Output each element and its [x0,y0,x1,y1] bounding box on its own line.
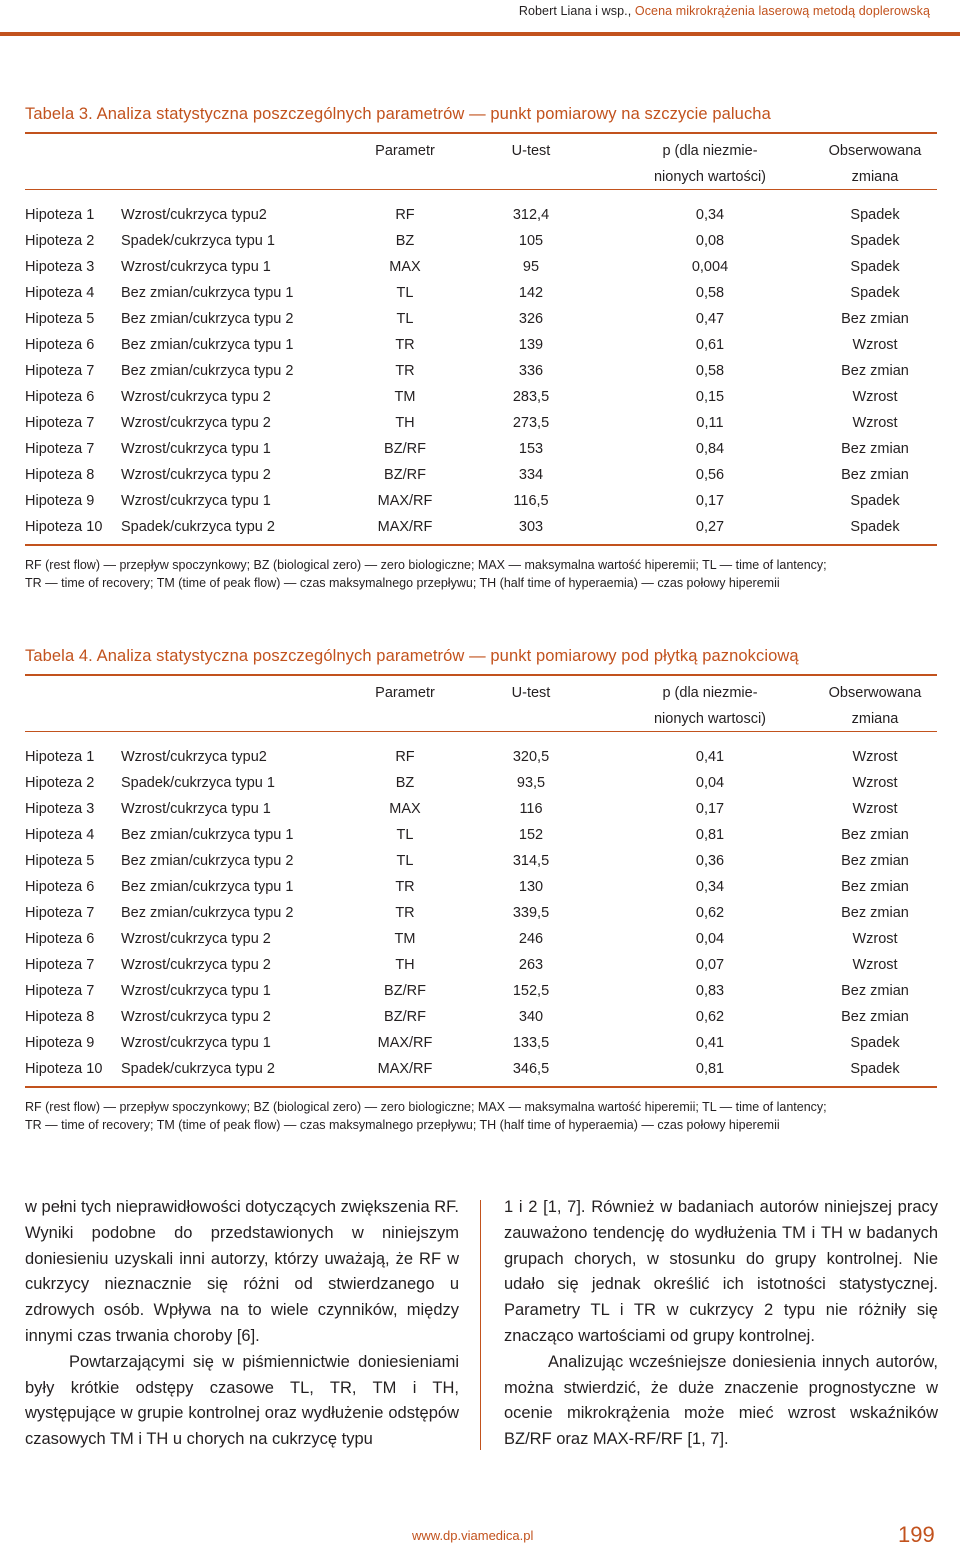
table-row [25,1004,937,1030]
cell-p-value: 0,11 [696,415,724,431]
cell-observed-change: Spadek [850,1035,900,1051]
cell-hypothesis: Hipoteza 2 [25,775,95,791]
cell-u-test: 336 [518,363,544,379]
cell-hypothesis: Hipoteza 6 [25,879,95,895]
cell-hypothesis: Hipoteza 4 [25,827,95,843]
table-4-footnote-line2: TR — time of recovery; TM (time of peak flow) — czas maksymalnego przepływu; TH (half time of hyperaemia) — czas połowy hiperemii [25,1118,780,1132]
cell-observed-change: Spadek [850,493,900,509]
cell-description: Spadek/cukrzyca typu 1 [121,775,275,791]
table-row [25,1056,937,1082]
cell-parameter: TM [394,389,416,405]
cell-p-value: 0,15 [695,389,725,405]
cell-p-value: 0,81 [695,1061,725,1077]
cell-p-value: 0,61 [695,337,725,353]
cell-observed-change: Wzrost [852,415,898,431]
cell-p-value: 0,34 [695,879,725,895]
cell-observed-change: Bez zmian [841,879,909,895]
cell-u-test: 93,5 [516,775,546,791]
table-row [25,900,937,926]
cell-parameter: TL [396,827,414,843]
table-4-column-headers [25,676,937,728]
cell-u-test: 142 [518,285,544,301]
table-row [25,796,937,822]
cell-hypothesis: Hipoteza 7 [25,983,95,999]
cell-description: Spadek/cukrzyca typu 2 [121,519,275,535]
cell-hypothesis: Hipoteza 1 [25,749,95,765]
table-4-header-p [635,680,785,732]
cell-observed-change: Bez zmian [841,441,909,457]
cell-observed-change: Bez zmian [841,311,909,327]
cell-u-test: 334 [518,467,544,483]
cell-observed-change: Bez zmian [841,983,909,999]
table-row [25,306,937,332]
cell-description: Wzrost/cukrzyca typu 2 [121,415,271,431]
cell-u-test: 95 [522,259,540,275]
cell-p-value: 0,84 [695,441,725,457]
table-3-header-p-line1: p (dla niezmie- [662,143,758,159]
cell-p-value: 0,004 [691,259,729,275]
footer-url[interactable]: www.dp.viamedica.pl [412,1528,534,1543]
table-4-header-p-line1: p (dla niezmie- [662,685,758,701]
table-4-caption [25,644,937,668]
cell-p-value: 0,36 [695,853,725,869]
table-3-footnote-line2: TR — time of recovery; TM (time of peak flow) — czas maksymalnego przepływu; TH (half time of hyperaemia) — czas połowy hiperemii [25,576,780,590]
cell-p-value: 0,41 [695,749,725,765]
header-rule [0,32,960,36]
cell-u-test: 116 [519,801,543,817]
cell-observed-change: Wzrost [852,931,898,947]
cell-description: Wzrost/cukrzyca typu 1 [121,441,271,457]
table-3-header-p [635,138,785,190]
cell-hypothesis: Hipoteza 5 [25,311,95,327]
page-number: 199 [898,1522,935,1547]
cell-hypothesis: Hipoteza 8 [25,1009,95,1025]
cell-hypothesis: Hipoteza 9 [25,493,95,509]
cell-parameter: BZ/RF [384,441,426,457]
table-row [25,228,937,254]
cell-hypothesis: Hipoteza 7 [25,363,95,379]
table-3-header-rule [25,189,937,190]
cell-u-test: 283,5 [512,389,550,405]
table-4-footnote-line1: RF (rest flow) — przepływ spoczynkowy; BZ (biological zero) — zero biologiczne; MAX — maksymalna wartość hiperemii; TL — time of lantency; [25,1100,827,1114]
cell-observed-change: Wzrost [852,957,898,973]
cell-description: Wzrost/cukrzyca typu 1 [121,801,271,817]
table-3-footnote-line1: RF (rest flow) — przepływ spoczynkowy; BZ (biological zero) — zero biologiczne; MAX — maksymalna wartość hiperemii; TL — time of lantency; [25,558,827,572]
cell-observed-change: Bez zmian [841,853,909,869]
cell-p-value: 0,56 [695,467,725,483]
table-3-body [25,202,937,540]
cell-description: Wzrost/cukrzyca typu 1 [121,259,271,275]
cell-parameter: MAX [389,259,421,275]
cell-u-test: 139 [518,337,544,353]
cell-observed-change: Wzrost [852,775,898,791]
table-row [25,202,937,228]
cell-u-test: 105 [518,233,544,249]
table-row [25,332,937,358]
cell-hypothesis: Hipoteza 3 [25,259,95,275]
table-4-header-obs-line2: zmiana [851,711,899,727]
cell-parameter: RF [395,207,415,223]
running-header-title: Ocena mikrokrążenia laserową metodą doplerowską [634,4,930,18]
table-4-label: Tabela 4. [25,647,93,665]
cell-parameter: MAX/RF [377,519,433,535]
cell-description: Spadek/cukrzyca typu 1 [121,233,275,249]
cell-p-value: 0,41 [695,1035,725,1051]
cell-observed-change: Spadek [850,207,900,223]
cell-u-test: 116,5 [513,493,549,509]
cell-observed-change: Spadek [850,259,900,275]
cell-observed-change: Wzrost [852,337,898,353]
cell-description: Bez zmian/cukrzyca typu 1 [121,285,294,301]
cell-p-value: 0,62 [695,905,725,921]
cell-u-test: 320,5 [512,749,550,765]
body-left-paragraph-2: Powtarzającymi się w piśmiennictwie doniesieniami były krótkie odstępy czasowe TL, TR, TM i TH, występujące w grupie kontrolnej oraz wydłużenie odstępów czasowych TM i TH u chorych na cukrzycę typu [25,1352,459,1449]
cell-description: Wzrost/cukrzyca typu 2 [121,467,271,483]
table-row [25,926,937,952]
table-3-header-obs-line2: zmiana [851,169,899,185]
cell-hypothesis: Hipoteza 1 [25,207,95,223]
table-row [25,822,937,848]
cell-p-value: 0,17 [695,801,725,817]
cell-observed-change: Bez zmian [841,363,909,379]
body-right-paragraph-2: Analizując wcześniejsze doniesienia innych autorów, można stwierdzić, że duże znaczenie prognostyczne w ocenie mikrokrążenia może mieć wzrost wskaźników BZ/RF oraz MAX-RF/RF [1, 7]. [504,1352,938,1449]
table-4-header-utest: U-test [511,685,551,701]
cell-parameter: TR [395,337,415,353]
cell-p-value: 0,47 [695,311,725,327]
table-3-header-obs-line1: Obserwowana [828,143,922,159]
cell-u-test: 346,5 [512,1061,550,1077]
cell-observed-change: Bez zmian [841,905,909,921]
cell-observed-change: Bez zmian [841,827,909,843]
cell-parameter: TR [395,879,415,895]
cell-parameter: TR [395,905,415,921]
table-3-footnote [25,556,937,592]
cell-description: Bez zmian/cukrzyca typu 2 [121,853,294,869]
cell-hypothesis: Hipoteza 6 [25,389,95,405]
cell-description: Bez zmian/cukrzyca typu 1 [121,879,294,895]
cell-hypothesis: Hipoteza 7 [25,905,95,921]
cell-description: Spadek/cukrzyca typu 2 [121,1061,275,1077]
table-4-header-rule [25,731,937,732]
table-4-header-p-line2: nionych wartosci) [653,711,766,727]
table-3-column-headers [25,134,937,186]
cell-u-test: 312,4 [512,207,550,223]
table-row [25,254,937,280]
cell-p-value: 0,58 [695,285,725,301]
cell-parameter: TH [395,415,415,431]
cell-description: Wzrost/cukrzyca typu 2 [121,957,271,973]
cell-u-test: 314,5 [512,853,550,869]
cell-u-test: 326 [518,311,544,327]
table-row [25,744,937,770]
cell-parameter: BZ [395,233,415,249]
cell-description: Bez zmian/cukrzyca typu 2 [121,311,294,327]
cell-observed-change: Spadek [850,1061,900,1077]
table-row [25,514,937,540]
cell-parameter: MAX/RF [377,493,433,509]
table-3-header-param: Parametr [375,143,435,159]
cell-hypothesis: Hipoteza 9 [25,1035,95,1051]
cell-parameter: TL [396,853,414,869]
table-4 [25,644,937,1134]
table-4-bottom-rule [25,1086,937,1088]
cell-parameter: BZ [395,775,415,791]
cell-hypothesis: Hipoteza 2 [25,233,95,249]
cell-u-test: 340 [518,1009,544,1025]
cell-parameter: BZ/RF [384,983,426,999]
table-3-header-utest: U-test [511,143,551,159]
table-4-footnote [25,1098,937,1134]
table-3-title: Analiza statystyczna poszczególnych parametrów — punkt pomiarowy na szczycie palucha [96,105,771,123]
body-column-right [504,1195,938,1453]
cell-p-value: 0,62 [695,1009,725,1025]
cell-parameter: TL [396,311,414,327]
table-row [25,358,937,384]
table-4-header-param: Parametr [375,685,435,701]
cell-description: Wzrost/cukrzyca typu 2 [121,389,271,405]
cell-hypothesis: Hipoteza 3 [25,801,95,817]
cell-p-value: 0,34 [695,207,725,223]
cell-parameter: TH [395,957,415,973]
cell-description: Bez zmian/cukrzyca typu 2 [121,363,294,379]
cell-description: Bez zmian/cukrzyca typu 1 [121,827,294,843]
cell-hypothesis: Hipoteza 7 [25,441,95,457]
cell-description: Wzrost/cukrzyca typu2 [121,749,267,765]
table-4-body [25,744,937,1082]
cell-parameter: TL [396,285,414,301]
table-3-header-obs [805,138,945,190]
table-row [25,874,937,900]
cell-u-test: 339,5 [512,905,550,921]
table-4-header-obs-line1: Obserwowana [828,685,922,701]
cell-hypothesis: Hipoteza 6 [25,337,95,353]
cell-hypothesis: Hipoteza 7 [25,415,95,431]
table-row [25,280,937,306]
table-3-label: Tabela 3. [25,105,93,123]
cell-observed-change: Wzrost [852,389,898,405]
cell-p-value: 0,04 [695,931,725,947]
cell-p-value: 0,07 [695,957,725,973]
cell-observed-change: Wzrost [852,801,898,817]
table-4-title: Analiza statystyczna poszczególnych parametrów — punkt pomiarowy pod płytką paznokciową [96,647,799,665]
table-row [25,770,937,796]
table-3-bottom-rule [25,544,937,546]
column-divider [480,1200,481,1450]
cell-u-test: 246 [518,931,544,947]
cell-description: Wzrost/cukrzyca typu 2 [121,931,271,947]
table-row [25,952,937,978]
cell-observed-change: Spadek [850,285,900,301]
cell-p-value: 0,17 [695,493,725,509]
table-row [25,1030,937,1056]
cell-parameter: BZ/RF [384,1009,426,1025]
cell-description: Wzrost/cukrzyca typu 1 [121,983,271,999]
cell-description: Wzrost/cukrzyca typu 1 [121,493,271,509]
cell-p-value: 0,58 [695,363,725,379]
cell-hypothesis: Hipoteza 10 [25,519,103,535]
table-row [25,978,937,1004]
cell-p-value: 0,81 [695,827,725,843]
cell-parameter: TR [395,363,415,379]
cell-observed-change: Wzrost [852,749,898,765]
cell-parameter: RF [395,749,415,765]
cell-observed-change: Bez zmian [841,1009,909,1025]
cell-hypothesis: Hipoteza 7 [25,957,95,973]
table-row [25,848,937,874]
cell-description: Wzrost/cukrzyca typu 2 [121,1009,271,1025]
cell-p-value: 0,08 [695,233,725,249]
cell-parameter: MAX [389,801,421,817]
cell-u-test: 152,5 [512,983,550,999]
cell-hypothesis: Hipoteza 4 [25,285,95,301]
table-4-header-obs [805,680,945,732]
table-3-caption [25,102,937,126]
cell-hypothesis: Hipoteza 10 [25,1061,103,1077]
cell-parameter: MAX/RF [377,1035,433,1051]
cell-p-value: 0,27 [695,519,725,535]
cell-p-value: 0,83 [695,983,725,999]
cell-description: Bez zmian/cukrzyca typu 2 [121,905,294,921]
running-header [519,0,930,26]
cell-hypothesis: Hipoteza 8 [25,467,95,483]
cell-hypothesis: Hipoteza 6 [25,931,95,947]
cell-description: Wzrost/cukrzyca typu2 [121,207,267,223]
cell-parameter: TM [394,931,416,947]
cell-observed-change: Spadek [850,519,900,535]
cell-observed-change: Bez zmian [841,467,909,483]
cell-u-test: 130 [518,879,544,895]
cell-observed-change: Spadek [850,233,900,249]
cell-description: Bez zmian/cukrzyca typu 1 [121,337,294,353]
table-3-header-p-line2: nionych wartości) [653,169,766,185]
table-row [25,462,937,488]
cell-parameter: MAX/RF [377,1061,433,1077]
body-right-paragraph-1: 1 i 2 [1, 7]. Również w badaniach autorów niniejszej pracy zauważono tendencję do wydłużenia TM i TH w badanych grupach chorych, w stosunku do grupy kontrolnej. Nie udało się jednak określić ich istotności statystycznej. Parametry TL i TR w cukrzycy 2 typu nie różniły się znacząco wartościami od grupy kontrolnej. [504,1198,938,1345]
table-3 [25,102,937,592]
cell-hypothesis: Hipoteza 5 [25,853,95,869]
cell-description: Wzrost/cukrzyca typu 1 [121,1035,271,1051]
cell-u-test: 263 [518,957,544,973]
table-row [25,436,937,462]
table-row [25,384,937,410]
body-column-left [25,1195,459,1453]
cell-u-test: 133,5 [512,1035,550,1051]
cell-parameter: BZ/RF [384,467,426,483]
cell-u-test: 303 [518,519,544,535]
cell-u-test: 153 [518,441,544,457]
cell-u-test: 152 [518,827,544,843]
running-header-authors: Robert Liana i wsp., [518,4,632,18]
cell-u-test: 273,5 [512,415,550,431]
cell-p-value: 0,04 [695,775,725,791]
table-row [25,410,937,436]
body-left-paragraph-1: w pełni tych nieprawidłowości dotyczących zwiększenia RF. Wyniki podobne do przedstawionych w niniejszym doniesieniu uzyskali inni autorzy, którzy uważają, że RF w cukrzycy nieznacznie się różni od stwierdzanego u zdrowych osób. Wpływa na to wiele czynników, między innymi czas trwania choroby [6]. [25,1198,459,1345]
table-row [25,488,937,514]
